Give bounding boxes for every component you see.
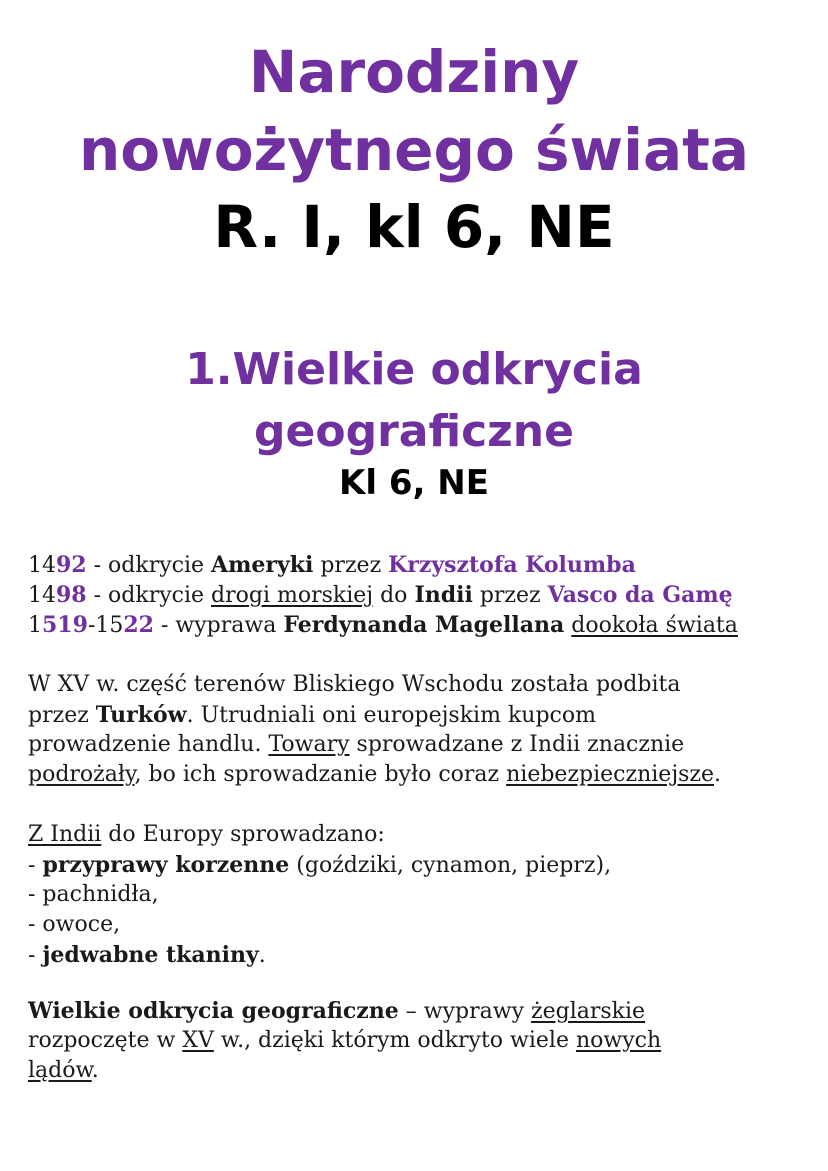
bold-term: Ameryki <box>211 552 314 578</box>
underlined-term: podrożały <box>28 762 135 787</box>
text-part: – wyprawy <box>398 999 532 1024</box>
text-part: przez <box>313 553 389 578</box>
list-item: - pachnidła, <box>28 882 159 907</box>
text-part: , bo ich sprowadzanie było coraz <box>134 762 507 787</box>
text-part: - <box>28 853 43 878</box>
paragraph-3-line <box>28 1026 661 1056</box>
text-part: . Utrudniali oni europejskim kupcom <box>186 703 596 728</box>
timeline-item <box>28 610 738 641</box>
person-name: Krzysztofa Kolumba <box>388 552 636 578</box>
year-part: 15 <box>95 613 124 638</box>
bold-term: jedwabne tkaniny <box>42 942 259 968</box>
section-subheading: Kl 6, NE <box>339 463 489 503</box>
text-part: - <box>87 613 96 638</box>
year-part: 92 <box>56 552 87 578</box>
text-part: rozpoczęte w <box>28 1028 183 1053</box>
year-part: 14 <box>28 583 56 608</box>
text-part: sprowadzane z Indii znacznie <box>349 732 685 757</box>
list-item <box>28 940 266 971</box>
list-item: - owoce, <box>28 912 121 937</box>
section-heading-line-1: 1.Wielkie odkrycia <box>185 344 643 395</box>
text-part: do Europy sprowadzano: <box>101 822 385 847</box>
paragraph-1-line: W XV w. część terenów Bliskiego Wschodu została podbita <box>28 672 681 697</box>
text-part: (goździki, cynamon, pieprz), <box>289 853 612 878</box>
underlined-term: dookoła świata <box>571 613 738 638</box>
paragraph-1-line <box>28 730 684 760</box>
bold-term: Indii <box>414 582 473 608</box>
year-part: 22 <box>123 612 154 638</box>
paragraph-3-line <box>28 996 645 1027</box>
underlined-term: Towary <box>268 732 350 757</box>
underlined-term: nowych <box>575 1028 662 1053</box>
text-part: . <box>91 1058 99 1083</box>
text-part: - wyprawa <box>154 613 284 638</box>
title-line-2: nowożytnego świata <box>78 116 750 184</box>
year-part: 98 <box>56 582 87 608</box>
bold-term: przyprawy korzenne <box>42 852 290 878</box>
section-heading-line-2: geograficzne <box>254 406 574 457</box>
paragraph-3-line <box>28 1056 99 1086</box>
text-part: - odkrycie <box>86 553 212 578</box>
paragraph-1-line <box>28 760 721 790</box>
text-part: - <box>28 943 43 968</box>
timeline-item <box>28 580 733 611</box>
underlined-term: żeglarskie <box>531 999 646 1024</box>
underlined-term: XV <box>182 1028 214 1053</box>
bold-term: Ferdynanda Magellana <box>283 612 565 638</box>
paragraph-2-line <box>28 820 385 850</box>
text-part: . <box>714 762 722 787</box>
text-part: przez <box>28 703 96 728</box>
text-part: prowadzenie handlu. <box>28 732 269 757</box>
title-line-1: Narodziny <box>248 38 580 106</box>
year-part: 14 <box>28 553 56 578</box>
timeline-item <box>28 550 636 581</box>
text-part: w., dzięki którym odkryto wiele <box>213 1028 576 1053</box>
bold-term: Wielkie odkrycia geograficzne <box>28 998 399 1024</box>
text-part: przez <box>472 583 548 608</box>
text-part: - odkrycie <box>86 583 212 608</box>
text-part: do <box>373 583 415 608</box>
underlined-term: lądów <box>28 1058 92 1083</box>
underlined-term: Z Indii <box>28 822 102 847</box>
year-part: 1 <box>28 613 42 638</box>
bold-term: Turków <box>95 702 187 728</box>
text-part: . <box>258 943 266 968</box>
title-line-3: R. I, kl 6, NE <box>213 193 615 261</box>
underlined-term: niebezpieczniejsze <box>506 762 715 787</box>
list-item <box>28 850 611 881</box>
underlined-term: drogi morskiej <box>211 583 374 608</box>
paragraph-1-line <box>28 700 596 731</box>
person-name: Vasco da Gamę <box>547 582 733 608</box>
year-part: 519 <box>42 612 88 638</box>
